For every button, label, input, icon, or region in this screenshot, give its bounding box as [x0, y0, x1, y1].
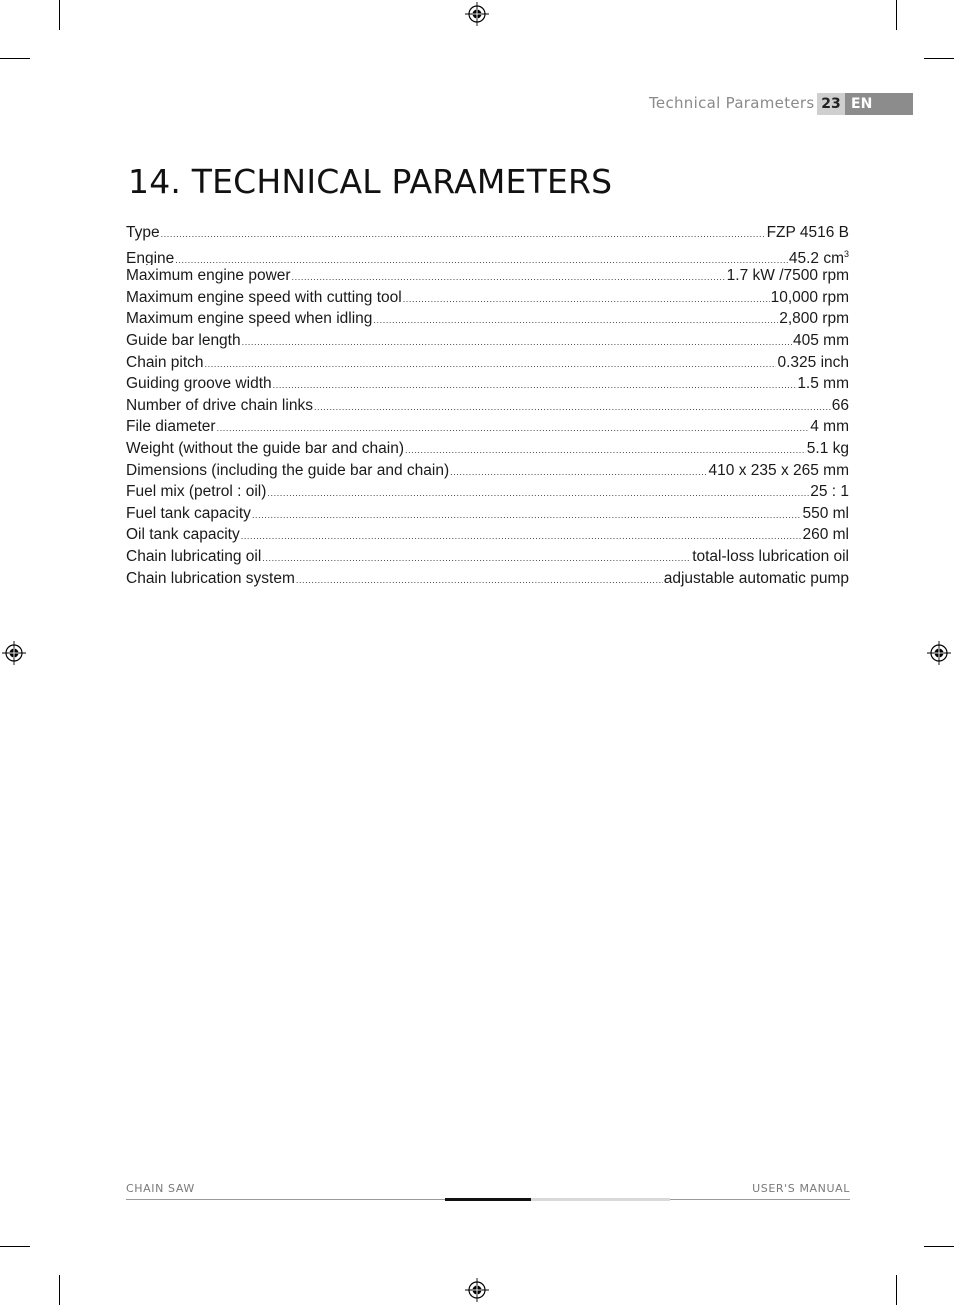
spec-row	[126, 265, 849, 287]
spec-value-text: 45.2 cm	[788, 249, 844, 266]
page-badge	[817, 93, 913, 115]
spec-label: Fuel mix (petrol : oil)	[126, 483, 267, 501]
spec-value	[708, 460, 849, 482]
spec-value-text: 5.1 kg	[806, 439, 849, 457]
spec-label: Type	[126, 224, 160, 241]
registration-mark-icon	[2, 641, 26, 665]
running-header-title: Technical Parameters	[649, 94, 815, 112]
spec-value-text: 260 ml	[802, 526, 849, 544]
spec-value	[809, 481, 849, 503]
spec-row	[126, 481, 849, 503]
spec-value-text: 2,800 rpm	[779, 310, 849, 328]
spec-label: Chain lubrication system	[126, 569, 295, 587]
language-tag: EN	[845, 93, 913, 115]
spec-row	[126, 222, 849, 244]
footer-document: USER'S MANUAL	[752, 1182, 850, 1195]
spec-row	[126, 460, 849, 482]
dot-leader	[205, 354, 777, 374]
spec-row	[126, 546, 849, 568]
spec-label: File diameter	[126, 418, 216, 436]
spec-value	[778, 308, 849, 330]
spec-value-text: 405 mm	[793, 331, 849, 349]
dot-leader	[175, 250, 788, 265]
dot-leader	[242, 332, 792, 352]
spec-label: Weight (without the guide bar and chain)	[126, 439, 405, 457]
registration-mark-icon	[465, 2, 489, 26]
page-number: 23	[817, 93, 845, 115]
spec-row	[126, 330, 849, 352]
spec-value-text: 66	[831, 396, 849, 414]
dot-leader	[217, 418, 810, 438]
crop-mark	[924, 58, 954, 59]
dot-leader	[403, 289, 770, 309]
spec-label: Maximum engine speed when idling	[126, 310, 373, 328]
spec-row	[126, 352, 849, 374]
spec-value	[801, 503, 849, 525]
spec-value-text: total-loss lubrication oil	[692, 547, 849, 565]
spec-label: Dimensions (including the guide bar and chain)	[126, 461, 450, 479]
spec-value	[788, 244, 849, 266]
spec-value-text: 410 x 235 x 265 mm	[708, 461, 849, 479]
spec-label: Maximum engine power	[126, 267, 291, 285]
spec-value-text: 25 : 1	[810, 483, 849, 501]
spec-row	[126, 438, 849, 460]
crop-mark	[59, 1275, 60, 1305]
spec-value	[801, 524, 849, 546]
page-title: 14. TECHNICAL PARAMETERS	[128, 162, 613, 201]
crop-mark	[896, 1275, 897, 1305]
spec-value-text: 0.325 inch	[777, 353, 849, 371]
spec-value-text: 4 mm	[810, 418, 849, 436]
spec-value	[796, 373, 849, 395]
crop-mark	[0, 1246, 30, 1247]
spec-value-text: 1.5 mm	[797, 375, 849, 393]
spec-label: Oil tank capacity	[126, 526, 240, 544]
dot-leader	[296, 570, 663, 590]
footer-product: CHAIN SAW	[126, 1182, 195, 1195]
dot-leader	[405, 440, 806, 460]
spec-row	[126, 416, 849, 438]
footer-rule-accent	[531, 1198, 670, 1201]
spec-label: Engine	[126, 249, 175, 266]
spec-value-text: FZP 4516 B	[766, 224, 849, 241]
dot-leader	[252, 505, 802, 525]
spec-row	[126, 568, 849, 590]
registration-mark-icon	[465, 1278, 489, 1302]
spec-value	[691, 546, 849, 568]
spec-value	[792, 330, 849, 352]
spec-value-text: 1.7 kW /7500 rpm	[726, 267, 849, 285]
spec-row	[126, 308, 849, 330]
spec-row	[126, 287, 849, 309]
spec-label: Maximum engine speed with cutting tool	[126, 288, 402, 306]
spec-value-text: 10,000 rpm	[770, 288, 849, 306]
dot-leader	[262, 548, 691, 568]
spec-row	[126, 395, 849, 417]
spec-value	[766, 222, 849, 244]
crop-mark	[896, 0, 897, 30]
spec-value	[663, 568, 849, 590]
spec-value	[726, 265, 849, 287]
dot-leader	[241, 526, 802, 546]
spec-row	[126, 503, 849, 525]
crop-mark	[59, 0, 60, 30]
spec-value	[770, 287, 849, 309]
crop-mark	[924, 1246, 954, 1247]
spec-label: Number of drive chain links	[126, 396, 313, 414]
dot-leader	[450, 462, 707, 482]
spec-value	[806, 438, 849, 460]
dot-leader	[373, 310, 778, 330]
registration-mark-icon	[927, 641, 951, 665]
spec-value-text: adjustable automatic pump	[663, 569, 849, 587]
spec-value	[776, 352, 849, 374]
spec-label: Fuel tank capacity	[126, 504, 251, 522]
dot-leader	[161, 224, 766, 244]
spec-value-text: 550 ml	[802, 504, 849, 522]
spec-row	[126, 373, 849, 395]
spec-label: Chain pitch	[126, 353, 204, 371]
dot-leader	[267, 483, 809, 503]
spec-list	[126, 222, 849, 589]
dot-leader	[292, 267, 726, 287]
spec-value-superscript: 3	[843, 248, 849, 259]
spec-label: Guiding groove width	[126, 375, 272, 393]
dot-leader	[273, 375, 797, 395]
crop-mark	[0, 58, 30, 59]
footer-rule-accent	[445, 1198, 531, 1201]
spec-row	[126, 244, 849, 266]
dot-leader	[314, 397, 831, 417]
spec-value	[809, 416, 849, 438]
spec-label: Chain lubricating oil	[126, 547, 262, 565]
spec-value	[831, 395, 849, 417]
spec-row	[126, 524, 849, 546]
spec-label: Guide bar length	[126, 331, 241, 349]
